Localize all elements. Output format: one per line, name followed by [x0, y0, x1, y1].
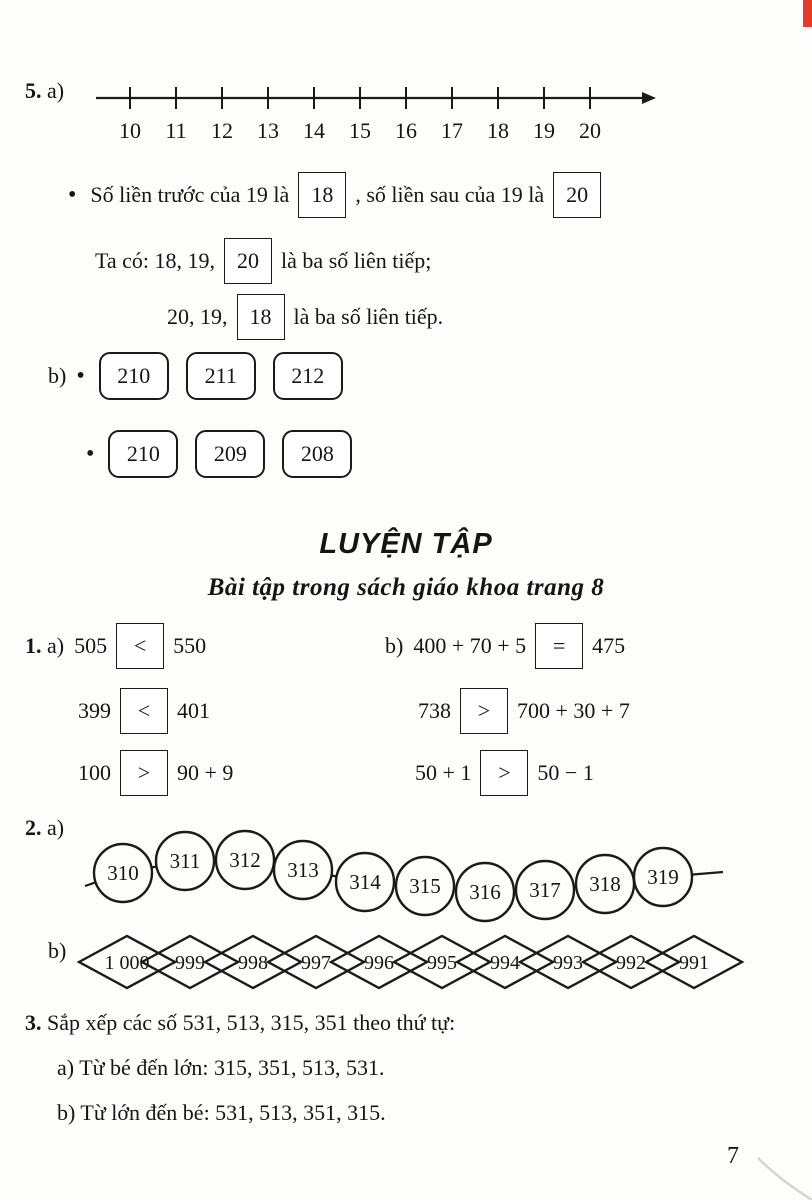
- compare-left-value: 50 + 1: [415, 760, 472, 785]
- problem5-sentence-3: [167, 294, 443, 340]
- svg-text:310: 310: [107, 861, 139, 885]
- compare-answer-box: <: [116, 623, 164, 669]
- svg-text:12: 12: [211, 118, 233, 143]
- number-card-212: 212: [273, 352, 343, 400]
- answer-box-20: 20: [553, 172, 601, 218]
- number-card-210: 210: [99, 352, 169, 400]
- problem1-row3-left: [78, 750, 233, 796]
- problem5-b-label: b): [48, 363, 67, 388]
- page-curl: [700, 1150, 812, 1200]
- svg-text:312: 312: [229, 848, 261, 872]
- compare-right-value: 50 − 1: [537, 760, 594, 785]
- compare-left-value: 505: [74, 633, 108, 658]
- compare-right-value: 700 + 30 + 7: [517, 698, 630, 723]
- svg-text:20: 20: [579, 118, 601, 143]
- number-card-209: 209: [195, 430, 265, 478]
- problem5-sentence-2: [95, 238, 431, 284]
- compare-left-value: 100: [78, 760, 111, 785]
- sentence2-pre: Ta có: 18, 19,: [95, 248, 216, 273]
- compare-answer-box: >: [460, 688, 508, 734]
- svg-text:993: 993: [553, 952, 583, 974]
- svg-text:19: 19: [533, 118, 555, 143]
- numberline-tick-labels: [119, 118, 601, 143]
- svg-text:995: 995: [427, 952, 457, 974]
- compare-answer-box: <: [120, 688, 168, 734]
- sentence3-post: là ba số liên tiếp.: [293, 304, 444, 329]
- compare-answer-box: >: [480, 750, 528, 796]
- compare-left-value: 400 + 70 + 5: [413, 633, 527, 658]
- number-line: [88, 76, 688, 146]
- svg-text:16: 16: [395, 118, 417, 143]
- svg-text:311: 311: [169, 849, 201, 873]
- svg-text:319: 319: [647, 865, 679, 889]
- problem1-row2-right: [418, 688, 630, 734]
- compare-left-value: 738: [418, 698, 451, 723]
- problem1-row2-left: [78, 688, 210, 734]
- svg-text:317: 317: [529, 878, 561, 902]
- answer-box-18: 18: [298, 172, 346, 218]
- compare-left-value: 399: [78, 698, 111, 723]
- compare-right-value: 401: [177, 698, 210, 723]
- circle-number-chain: [0, 825, 812, 930]
- problem1-a-label: a): [47, 633, 65, 658]
- diamond-number-chain: [0, 925, 812, 1005]
- svg-text:994: 994: [490, 952, 520, 974]
- problem5-label: [25, 78, 64, 104]
- svg-text:10: 10: [119, 118, 141, 143]
- sentence1-pre: Số liền trước của 19 là: [90, 182, 290, 207]
- svg-text:997: 997: [301, 952, 331, 974]
- svg-text:11: 11: [165, 118, 187, 143]
- problem3-title: [25, 1010, 455, 1036]
- svg-text:318: 318: [589, 872, 621, 896]
- answer-box-18b: 18: [237, 294, 285, 340]
- compare-answer-box: =: [535, 623, 583, 669]
- svg-text:315: 315: [409, 874, 441, 898]
- page-number: 7: [727, 1143, 739, 1169]
- svg-text:15: 15: [349, 118, 371, 143]
- svg-text:313: 313: [287, 858, 319, 882]
- svg-text:17: 17: [441, 118, 463, 143]
- problem3-title-text: Sắp xếp các số 531, 513, 315, 351 theo thứ tự:: [47, 1010, 456, 1035]
- svg-text:992: 992: [616, 952, 646, 974]
- problem1-b-label: b): [385, 633, 404, 658]
- svg-text:14: 14: [303, 118, 325, 143]
- section-subtitle: Bài tập trong sách giáo khoa trang 8: [207, 574, 605, 601]
- bullet-icon: •: [76, 362, 85, 389]
- problem5-a-label: a): [47, 78, 65, 103]
- compare-right-value: 475: [592, 633, 626, 658]
- section-title: LUYỆN TẬP: [319, 528, 493, 560]
- sentence3-pre: 20, 19,: [167, 304, 228, 329]
- problem3-answer-a: a) Từ bé đến lớn: 315, 351, 513, 531.: [57, 1055, 385, 1080]
- sentence1-mid: , số liền sau của 19 là: [355, 182, 545, 207]
- problem3-number: 3.: [25, 1010, 42, 1035]
- problem1-number: 1.: [25, 633, 42, 658]
- bullet-icon: •: [86, 440, 95, 467]
- red-corner-tab: [803, 0, 812, 27]
- problem1-row1-right: [385, 623, 625, 669]
- sentence2-post: là ba số liên tiếp;: [281, 248, 432, 273]
- problem5-b-row2: [86, 430, 369, 478]
- problem3-answer-b: b) Từ lớn đến bé: 531, 513, 351, 315.: [57, 1100, 386, 1125]
- numberline-arrow-icon: [642, 92, 656, 104]
- compare-right-value: 550: [173, 633, 207, 658]
- problem5-number: 5.: [25, 78, 42, 103]
- number-card-211: 211: [186, 352, 256, 400]
- svg-text:999: 999: [175, 952, 205, 974]
- svg-text:996: 996: [364, 952, 394, 974]
- problem5-sentence-1: [68, 172, 610, 218]
- svg-text:991: 991: [679, 952, 709, 974]
- svg-text:18: 18: [487, 118, 509, 143]
- number-card-210b: 210: [108, 430, 178, 478]
- problem1-row3-right: [415, 750, 594, 796]
- compare-right-value: 90 + 9: [177, 760, 234, 785]
- bullet-icon: •: [68, 181, 77, 208]
- problem2-b-label-text: b): [48, 938, 67, 963]
- problem1-row1-left: [25, 623, 206, 669]
- problem2-number: 2.: [25, 815, 42, 840]
- svg-text:314: 314: [349, 870, 381, 894]
- compare-answer-box: >: [120, 750, 168, 796]
- svg-text:1 000: 1 000: [104, 952, 150, 974]
- svg-text:13: 13: [257, 118, 279, 143]
- answer-box-20b: 20: [224, 238, 272, 284]
- problem2-a-label: a): [47, 815, 65, 840]
- problem5-b-row1: [48, 352, 360, 400]
- svg-text:316: 316: [469, 880, 501, 904]
- number-card-208: 208: [282, 430, 352, 478]
- svg-text:998: 998: [238, 952, 268, 974]
